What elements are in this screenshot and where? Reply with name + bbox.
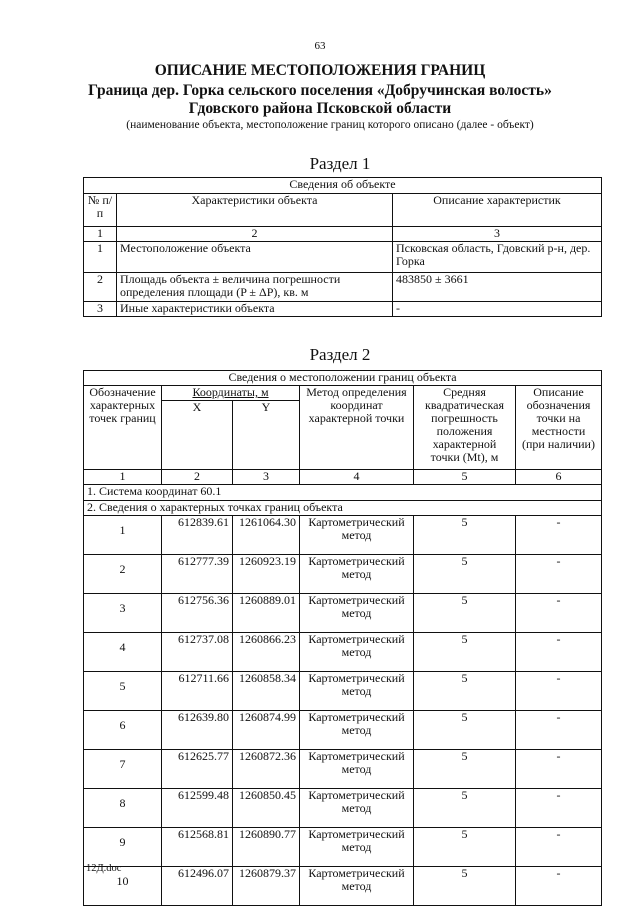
point-id: 10 <box>84 867 162 906</box>
coord-y: 1260850.45 <box>233 789 300 828</box>
coord-x: 612599.48 <box>162 789 233 828</box>
point-description: - <box>516 711 602 750</box>
mean-error: 5 <box>414 633 516 672</box>
point-id: 2 <box>84 555 162 594</box>
point-id: 9 <box>84 828 162 867</box>
row-name: Иные характеристики объекта <box>117 302 393 317</box>
point-id: 8 <box>84 789 162 828</box>
document-subtitle-line-2: Гдовского района Псковской области <box>188 100 452 117</box>
coord-y: 1260890.77 <box>233 828 300 867</box>
point-id: 7 <box>84 750 162 789</box>
header-x: X <box>162 401 233 470</box>
col-number: 1 <box>84 227 117 242</box>
coord-x: 612756.36 <box>162 594 233 633</box>
header-error: Средняя квадратическая погрешность положения характерной точки (Mt), м <box>414 386 516 470</box>
coord-y: 1260866.23 <box>233 633 300 672</box>
header-point: Обозначение характерных точек границ <box>84 386 162 470</box>
mean-error: 5 <box>414 555 516 594</box>
method: Картометрический метод <box>300 594 414 633</box>
coordinate-system-row: 1. Система координат 60.1 <box>84 485 602 501</box>
method: Картометрический метод <box>300 672 414 711</box>
col-number: 3 <box>393 227 602 242</box>
mean-error: 5 <box>414 516 516 555</box>
header-point-description: Описание обозначения точки на местности (при наличии) <box>516 386 602 470</box>
coord-x: 612639.80 <box>162 711 233 750</box>
coord-x: 612777.39 <box>162 555 233 594</box>
coord-y: 1261064.30 <box>233 516 300 555</box>
point-description: - <box>516 672 602 711</box>
table-row <box>84 594 602 633</box>
mean-error: 5 <box>414 789 516 828</box>
table-title: Сведения о местоположении границ объекта <box>84 371 602 386</box>
point-id: 4 <box>84 633 162 672</box>
object-info-table <box>83 177 602 317</box>
table-row <box>84 789 602 828</box>
object-caption: (наименование объекта, местоположение границ которого описано (далее - объект) <box>126 119 534 131</box>
point-description: - <box>516 750 602 789</box>
table-row <box>84 750 602 789</box>
method: Картометрический метод <box>300 633 414 672</box>
mean-error: 5 <box>414 672 516 711</box>
point-id: 1 <box>84 516 162 555</box>
row-name: Местоположение объекта <box>117 242 393 273</box>
coord-x: 612496.07 <box>162 867 233 906</box>
footer-filename: 12Д.doc <box>86 863 122 874</box>
table-row <box>84 242 602 273</box>
table-row <box>84 273 602 302</box>
table-row <box>84 828 602 867</box>
mean-error: 5 <box>414 750 516 789</box>
row-value: Псковская область, Гдовский р-н, дер. Горка <box>393 242 602 273</box>
coord-y: 1260858.34 <box>233 672 300 711</box>
document-title: ОПИСАНИЕ МЕСТОПОЛОЖЕНИЯ ГРАНИЦ <box>154 62 486 79</box>
page-number: 63 <box>314 40 326 52</box>
col-number: 5 <box>414 470 516 485</box>
header-y: Y <box>233 401 300 470</box>
method: Картометрический метод <box>300 555 414 594</box>
coord-y: 1260879.37 <box>233 867 300 906</box>
coord-y: 1260923.19 <box>233 555 300 594</box>
point-description: - <box>516 633 602 672</box>
section-1-title: Раздел 1 <box>309 154 371 173</box>
point-id: 3 <box>84 594 162 633</box>
point-description: - <box>516 594 602 633</box>
mean-error: 5 <box>414 711 516 750</box>
table-row <box>84 672 602 711</box>
col-number: 2 <box>117 227 393 242</box>
point-description: - <box>516 828 602 867</box>
col-number: 6 <box>516 470 602 485</box>
method: Картометрический метод <box>300 789 414 828</box>
method: Картометрический метод <box>300 750 414 789</box>
coord-x: 612737.08 <box>162 633 233 672</box>
row-number: 2 <box>84 273 117 302</box>
col-number: 4 <box>300 470 414 485</box>
point-description: - <box>516 867 602 906</box>
table-row <box>84 516 602 555</box>
coord-x: 612711.66 <box>162 672 233 711</box>
col-number: 3 <box>233 470 300 485</box>
table-row <box>84 633 602 672</box>
coord-y: 1260874.99 <box>233 711 300 750</box>
point-description: - <box>516 789 602 828</box>
point-id: 5 <box>84 672 162 711</box>
section-2-title: Раздел 2 <box>309 345 371 364</box>
mean-error: 5 <box>414 594 516 633</box>
point-id: 6 <box>84 711 162 750</box>
col-number: 1 <box>84 470 162 485</box>
row-value: - <box>393 302 602 317</box>
header-method: Метод определения координат характерной точки <box>300 386 414 470</box>
document-subtitle-line-1: Граница дер. Горка сельского поселения «Добручинская волость» <box>88 82 552 99</box>
row-value: 483850 ± 3661 <box>393 273 602 302</box>
col-number: 2 <box>162 470 233 485</box>
points-section-row: 2. Сведения о характерных точках границ объекта <box>84 501 602 516</box>
mean-error: 5 <box>414 867 516 906</box>
header-description: Описание характеристик <box>393 194 602 227</box>
table-row <box>84 302 602 317</box>
header-characteristics: Характеристики объекта <box>117 194 393 227</box>
row-number: 1 <box>84 242 117 273</box>
method: Картометрический метод <box>300 711 414 750</box>
mean-error: 5 <box>414 828 516 867</box>
table-row <box>84 555 602 594</box>
boundary-points-table <box>83 370 602 906</box>
method: Картометрический метод <box>300 516 414 555</box>
method: Картометрический метод <box>300 828 414 867</box>
coord-x: 612568.81 <box>162 828 233 867</box>
table-row <box>84 711 602 750</box>
row-name: Площадь объекта ± величина погрешности определения площади (P ± ΔP), кв. м <box>117 273 393 302</box>
table-title: Сведения об объекте <box>84 178 602 194</box>
coord-x: 612625.77 <box>162 750 233 789</box>
header-coordinates: Координаты, м <box>162 386 300 401</box>
coord-y: 1260872.36 <box>233 750 300 789</box>
coord-x: 612839.61 <box>162 516 233 555</box>
point-description: - <box>516 555 602 594</box>
point-description: - <box>516 516 602 555</box>
method: Картометрический метод <box>300 867 414 906</box>
row-number: 3 <box>84 302 117 317</box>
table-row <box>84 867 602 906</box>
coord-y: 1260889.01 <box>233 594 300 633</box>
header-number: № п/п <box>84 194 117 227</box>
